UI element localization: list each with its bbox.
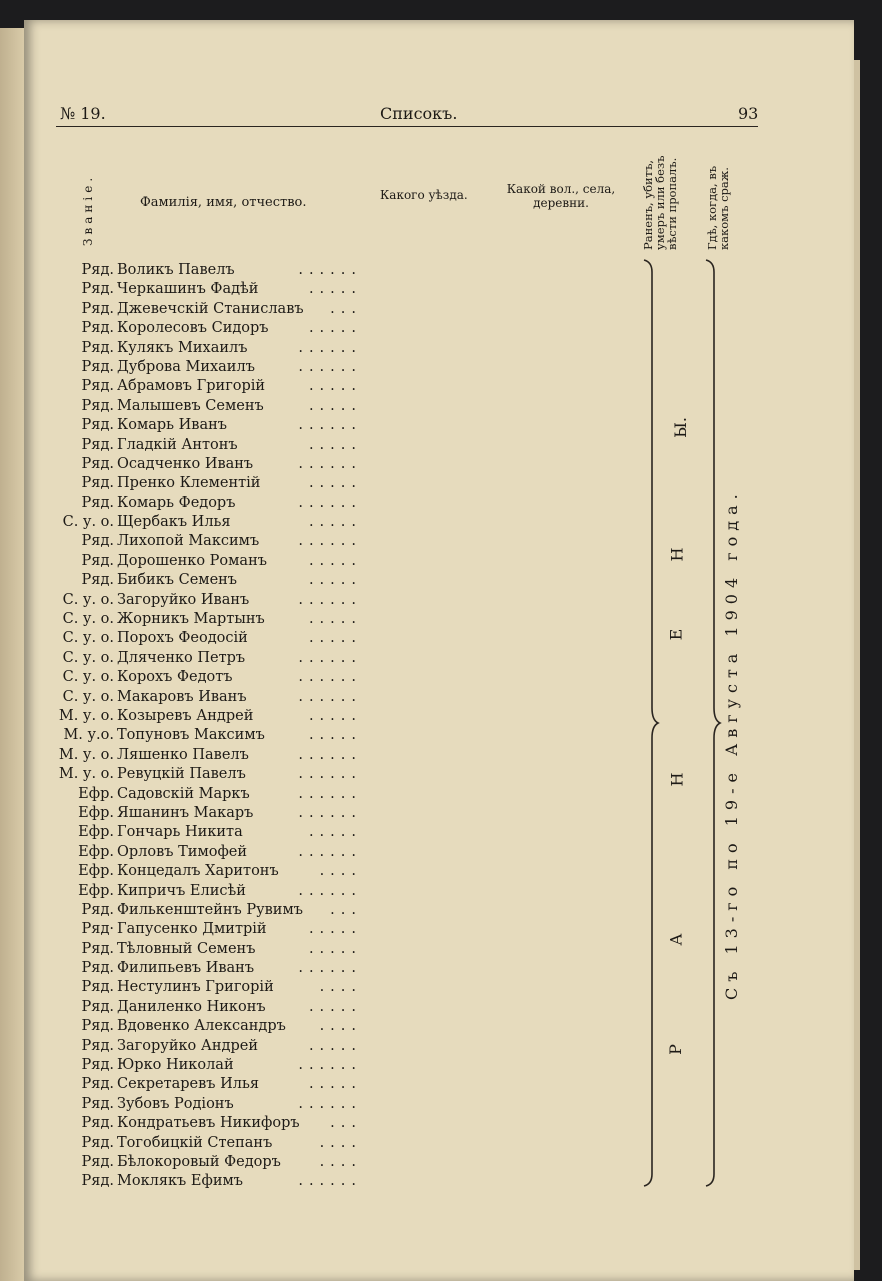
rank-cell: С. у. о. (62, 688, 114, 705)
leader-dots: ... (330, 901, 362, 918)
list-row (58, 882, 362, 901)
list-row (58, 629, 362, 648)
leader-dots: ..... (308, 940, 362, 957)
name-cell: Филипьевъ Иванъ (117, 960, 255, 977)
leader-dots: ..... (308, 572, 362, 589)
leader-dots: ...... (298, 746, 362, 763)
list-row (58, 494, 362, 513)
rank-cell: С. у. о. (62, 649, 114, 666)
rank-cell: Ряд. (81, 262, 114, 278)
leader-dots: ...... (298, 1095, 362, 1112)
list-row (58, 474, 362, 493)
list-number: № 19. (60, 104, 106, 123)
rank-cell: С. у. о. (62, 630, 114, 647)
name-cell: Гончарь Никита (117, 824, 243, 841)
name-cell: Кондратьевъ Никифоръ (117, 1115, 300, 1132)
name-cell: Ляшенко Павелъ (117, 746, 249, 763)
list-row (58, 1134, 362, 1153)
list-row (58, 339, 362, 358)
status-letter: Н (667, 772, 687, 787)
leader-dots: ..... (308, 1037, 362, 1054)
list-row (58, 513, 362, 532)
leader-dots: ...... (298, 591, 362, 608)
rank-cell: Ефр. (78, 863, 114, 880)
rank-cell: Ряд. (81, 1037, 114, 1054)
list-row (58, 746, 362, 765)
list-row (58, 1114, 362, 1133)
list-row (58, 319, 362, 338)
rank-cell: Ряд. (81, 281, 114, 298)
leader-dots: ..... (308, 436, 362, 453)
status-letter: Е (666, 628, 686, 641)
name-cell: Тогобицкій Степанъ (117, 1134, 273, 1151)
rank-cell: Ряд. (81, 1173, 114, 1190)
name-cell: Филькенштейнъ Рувимъ (117, 901, 303, 918)
list-row (58, 785, 362, 804)
leader-dots: ..... (308, 281, 362, 298)
date-brace (702, 258, 722, 1188)
name-cell: Загоруйко Андрей (117, 1037, 258, 1054)
leader-dots: ...... (298, 804, 362, 821)
list-row (58, 377, 362, 396)
leader-dots: ...... (298, 417, 362, 434)
list-row (58, 668, 362, 687)
list-row (58, 726, 362, 745)
rank-cell: Ряд. (81, 358, 114, 375)
status-brace (640, 258, 660, 1188)
list-row (58, 300, 362, 319)
name-cell: Секретаревъ Илья (117, 1076, 260, 1093)
rank-cell: Ряд. (81, 320, 114, 337)
name-cell: Комарь Федоръ (117, 494, 236, 511)
rank-cell: Ряд. (81, 960, 114, 977)
column-header-uezd: Какого уѣзда. (380, 188, 468, 202)
leader-dots: ..... (308, 552, 362, 569)
list-row (58, 436, 362, 455)
date-text: Съ 13-го по 19-е Августа 1904 года. (722, 488, 741, 1000)
name-cell: Тѣловный Семенъ (117, 940, 256, 957)
rank-cell: Ряд. (81, 1057, 114, 1074)
name-cell: Вдовенко Александръ (117, 1018, 286, 1035)
name-cell: Дляченко Петръ (117, 649, 246, 666)
list-row (58, 804, 362, 823)
rank-cell: М. у. о. (58, 746, 114, 763)
list-row (58, 1075, 362, 1094)
rank-cell: Ряд· (81, 921, 114, 938)
list-row (58, 358, 362, 377)
list-row (58, 978, 362, 997)
rank-cell: С. у. о. (62, 591, 114, 608)
name-cell: Макаровъ Иванъ (117, 688, 247, 705)
list-row (58, 843, 362, 862)
name-cell: Абрамовъ Григорій (117, 378, 266, 395)
name-cell: Дуброва Михаилъ (117, 358, 255, 375)
leader-dots: ...... (298, 494, 362, 511)
leader-dots: ..... (308, 727, 362, 744)
leader-dots: ..... (308, 707, 362, 724)
list-row (58, 688, 362, 707)
name-cell: Топуновъ Максимъ (117, 727, 265, 744)
rank-cell: М. у.о. (63, 727, 114, 744)
rank-cell: Ряд. (81, 417, 114, 434)
list-row (58, 920, 362, 939)
leader-dots: ..... (308, 630, 362, 647)
leader-dots: ..... (308, 475, 362, 492)
rank-cell: Ряд. (81, 436, 114, 453)
rank-cell: Ряд. (81, 339, 114, 356)
leader-dots: ..... (308, 320, 362, 337)
list-row (58, 1172, 362, 1191)
page-number: 93 (738, 104, 759, 123)
list-row (58, 416, 362, 435)
column-header-village: Какой вол., села, деревни. (506, 182, 616, 210)
list-row (58, 455, 362, 474)
status-letter: Н (667, 547, 687, 562)
status-letter: Ы. (670, 417, 690, 438)
list-row (58, 1095, 362, 1114)
name-cell: Черкашинъ Фадѣй (117, 281, 259, 298)
name-cell: Пренко Клементій (117, 475, 261, 492)
rank-cell: Ряд. (81, 397, 114, 414)
leader-dots: ..... (308, 611, 362, 628)
list-row (58, 959, 362, 978)
status-letter: Р (665, 1044, 685, 1055)
rank-cell: Ряд. (81, 1076, 114, 1093)
name-cell: Королесовъ Сидоръ (117, 320, 269, 337)
list-row (58, 1017, 362, 1036)
rank-cell: Ефр. (78, 882, 114, 899)
leader-dots: ..... (308, 824, 362, 841)
leader-dots: ... (330, 300, 362, 317)
leader-dots: ...... (298, 455, 362, 472)
leader-dots: .... (319, 1134, 362, 1151)
name-cell: Даниленко Никонъ (117, 998, 266, 1015)
leader-dots: ..... (308, 998, 362, 1015)
list-row (58, 901, 362, 920)
list-row (58, 397, 362, 416)
leader-dots: .... (319, 979, 362, 996)
rank-cell: Ряд. (81, 455, 114, 472)
leader-dots: ..... (308, 921, 362, 938)
name-cell: Кулякъ Михаилъ (117, 339, 248, 356)
page-edge (854, 60, 860, 1270)
list-row (58, 571, 362, 590)
rank-cell: Ряд. (81, 1095, 114, 1112)
rank-cell: Ряд. (81, 901, 114, 918)
leader-dots: ...... (298, 358, 362, 375)
name-cell: Моклякъ Ефимъ (117, 1173, 243, 1190)
rank-cell: Ефр. (78, 785, 114, 802)
leader-dots: .... (319, 1153, 362, 1170)
rank-cell: Ефр. (78, 843, 114, 860)
left-page-strip (0, 28, 24, 1281)
column-header-status: Раненъ, убитъ, умеръ или безъ вѣсти пропалъ. (641, 155, 679, 250)
leader-dots: ... (330, 1115, 362, 1132)
leader-dots: ..... (308, 514, 362, 531)
rank-cell: Ряд. (81, 998, 114, 1015)
rank-cell: Ряд. (81, 979, 114, 996)
leader-dots: ...... (298, 843, 362, 860)
name-cell: Орловъ Тимофей (117, 843, 248, 860)
list-row (58, 552, 362, 571)
name-cell: Бибикъ Семенъ (117, 572, 238, 589)
rank-cell: Ряд. (81, 494, 114, 511)
name-cell: Бѣлокоровый Федоръ (117, 1153, 281, 1170)
rank-cell: М. у. о. (58, 766, 114, 783)
rank-cell: Ряд. (81, 1018, 114, 1035)
name-cell: Комарь Иванъ (117, 417, 228, 434)
leader-dots: ..... (308, 378, 362, 395)
name-cell: Корохъ Федотъ (117, 669, 233, 686)
name-cell: Осадченко Иванъ (117, 455, 254, 472)
leader-dots: .... (319, 1018, 362, 1035)
leader-dots: ..... (308, 397, 362, 414)
rank-cell: Ефр. (78, 804, 114, 821)
leader-dots: ...... (298, 669, 362, 686)
name-cell: Ревуцкій Павелъ (117, 766, 246, 783)
rank-cell: Ряд. (81, 572, 114, 589)
header-rule (56, 126, 758, 127)
status-letter: А (666, 933, 686, 946)
leader-dots: ...... (298, 262, 362, 278)
rank-cell: М. у. о. (58, 707, 114, 724)
leader-dots: ...... (298, 766, 362, 783)
name-cell: Зубовъ Родіонъ (117, 1095, 234, 1112)
list-row (58, 862, 362, 881)
list-row (58, 1056, 362, 1075)
name-cell: Лихопой Максимъ (117, 533, 260, 550)
rank-cell: Ефр. (78, 824, 114, 841)
list-row (58, 823, 362, 842)
leader-dots: ...... (298, 688, 362, 705)
leader-dots: ...... (298, 339, 362, 356)
leader-dots: ...... (298, 533, 362, 550)
list-row (58, 261, 362, 280)
leader-dots: ...... (298, 1057, 362, 1074)
rank-cell: Ряд. (81, 533, 114, 550)
name-cell: Козыревъ Андрей (117, 707, 254, 724)
name-cell: Юрко Николай (117, 1057, 234, 1074)
rank-cell: С. у. о. (62, 514, 114, 531)
list-row (58, 940, 362, 959)
name-cell: Кипричъ Елисѣй (117, 882, 246, 899)
list-row (58, 1037, 362, 1056)
name-cell: Гладкій Антонъ (117, 436, 238, 453)
leader-dots: .... (319, 863, 362, 880)
name-cell: Джевечскій Станиславъ (117, 300, 304, 317)
rank-cell: Ряд. (81, 552, 114, 569)
name-cell: Порохъ Феодосій (117, 630, 248, 647)
list-row (58, 1153, 362, 1172)
name-cell: Щербакъ Илья (117, 514, 231, 531)
rank-cell: Ряд. (81, 300, 114, 317)
column-header-rank: Званіе. (81, 173, 95, 246)
leader-dots: ..... (308, 1076, 362, 1093)
rank-cell: Ряд. (81, 1115, 114, 1132)
name-cell: Жорникъ Мартынъ (117, 611, 265, 628)
name-cell: Гапусенко Дмитрій (117, 921, 267, 938)
rank-cell: Ряд. (81, 1134, 114, 1151)
list-row (58, 280, 362, 299)
name-cell: Малышевъ Семенъ (117, 397, 264, 414)
list-row (58, 998, 362, 1017)
rank-cell: Ряд. (81, 378, 114, 395)
list-row (58, 591, 362, 610)
leader-dots: ...... (298, 1173, 362, 1190)
name-cell: Яшанинъ Макаръ (117, 804, 254, 821)
rank-cell: Ряд. (81, 475, 114, 492)
rank-cell: С. у. о. (62, 611, 114, 628)
page-title: Списокъ. (380, 104, 458, 123)
leader-dots: ...... (298, 649, 362, 666)
leader-dots: ...... (298, 882, 362, 899)
name-cell: Воликъ Павелъ (117, 262, 235, 278)
name-cell: Дорошенко Романъ (117, 552, 267, 569)
name-cell: Загоруйко Иванъ (117, 591, 250, 608)
column-header-where: Гдѣ, когда, въ какомъ сраж. (705, 165, 731, 250)
list-row (58, 610, 362, 629)
leader-dots: ...... (298, 960, 362, 977)
name-cell: Садовскій Маркъ (117, 785, 250, 802)
soldier-list (58, 261, 362, 1192)
rank-cell: Ряд. (81, 1153, 114, 1170)
name-cell: Концедалъ Харитонъ (117, 863, 279, 880)
leader-dots: ...... (298, 785, 362, 802)
rank-cell: С. у. о. (62, 669, 114, 686)
list-row (58, 649, 362, 668)
list-row (58, 707, 362, 726)
list-row (58, 532, 362, 551)
name-cell: Нестулинъ Григорій (117, 979, 274, 996)
column-header-name: Фамилія, имя, отчество. (140, 195, 307, 210)
rank-cell: Ряд. (81, 940, 114, 957)
list-row (58, 765, 362, 784)
